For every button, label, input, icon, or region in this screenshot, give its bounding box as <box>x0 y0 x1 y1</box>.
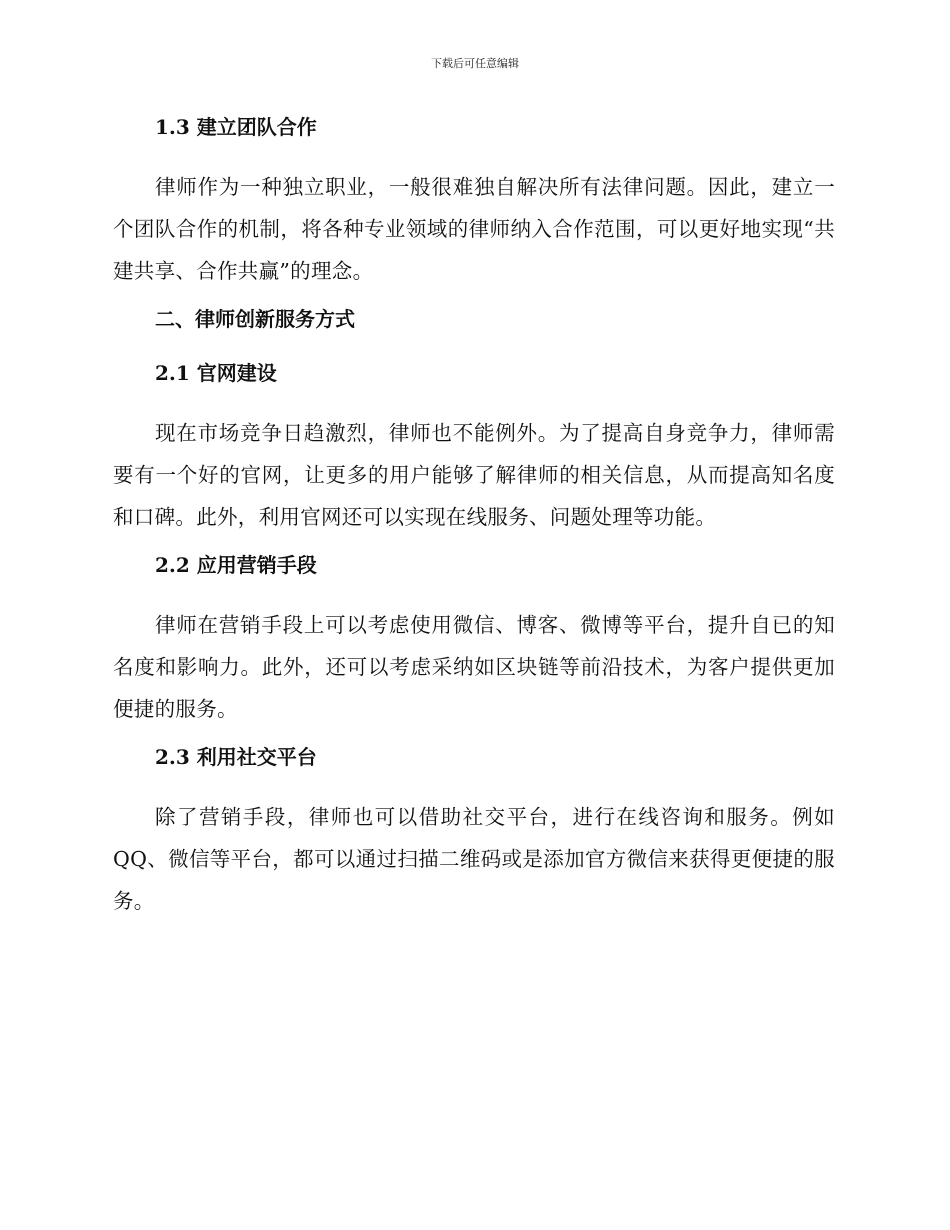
section-heading-2-1: 2.1 官网建设 <box>155 361 277 385</box>
section-heading-2-3: 2.3 利用社交平台 <box>155 745 317 769</box>
paragraph-social-platform: 除了营销手段，律师也可以借助社交平台，进行在线咨询和服务。例如QQ、微信等平台，都可以通过扫描二维码或是添加官方微信来获得更便捷的服务。 <box>113 805 835 913</box>
document-body <box>113 112 835 934</box>
section-heading-2-2: 2.2 应用营销手段 <box>155 553 317 577</box>
section-heading-1-3: 1.3 建立团队合作 <box>155 115 317 139</box>
header-note: 下载后可任意编辑 <box>431 57 519 70</box>
chapter-heading-2: 二、律师创新服务方式 <box>155 307 355 331</box>
paragraph-marketing: 律师在营销手段上可以考虑使用微信、博客、微博等平台，提升自已的知名度和影响力。此外，还可以考虑采纳如区块链等前沿技术，为客户提供更加便捷的服务。 <box>113 613 835 721</box>
paragraph-official-website: 现在市场竞争日趋激烈，律师也不能例外。为了提高自身竞争力，律师需要有一个好的官网，让更多的用户能够了解律师的相关信息，从而提高知名度和口碑。此外，利用官网还可以实现在线服务、问题处理等功能。 <box>113 421 835 529</box>
paragraph-team-cooperation: 律师作为一种独立职业，一般很难独自解决所有法律问题。因此，建立一个团队合作的机制，将各种专业领域的律师纳入合作范围，可以更好地实现“共建共享、合作共赢”的理念。 <box>113 175 835 283</box>
